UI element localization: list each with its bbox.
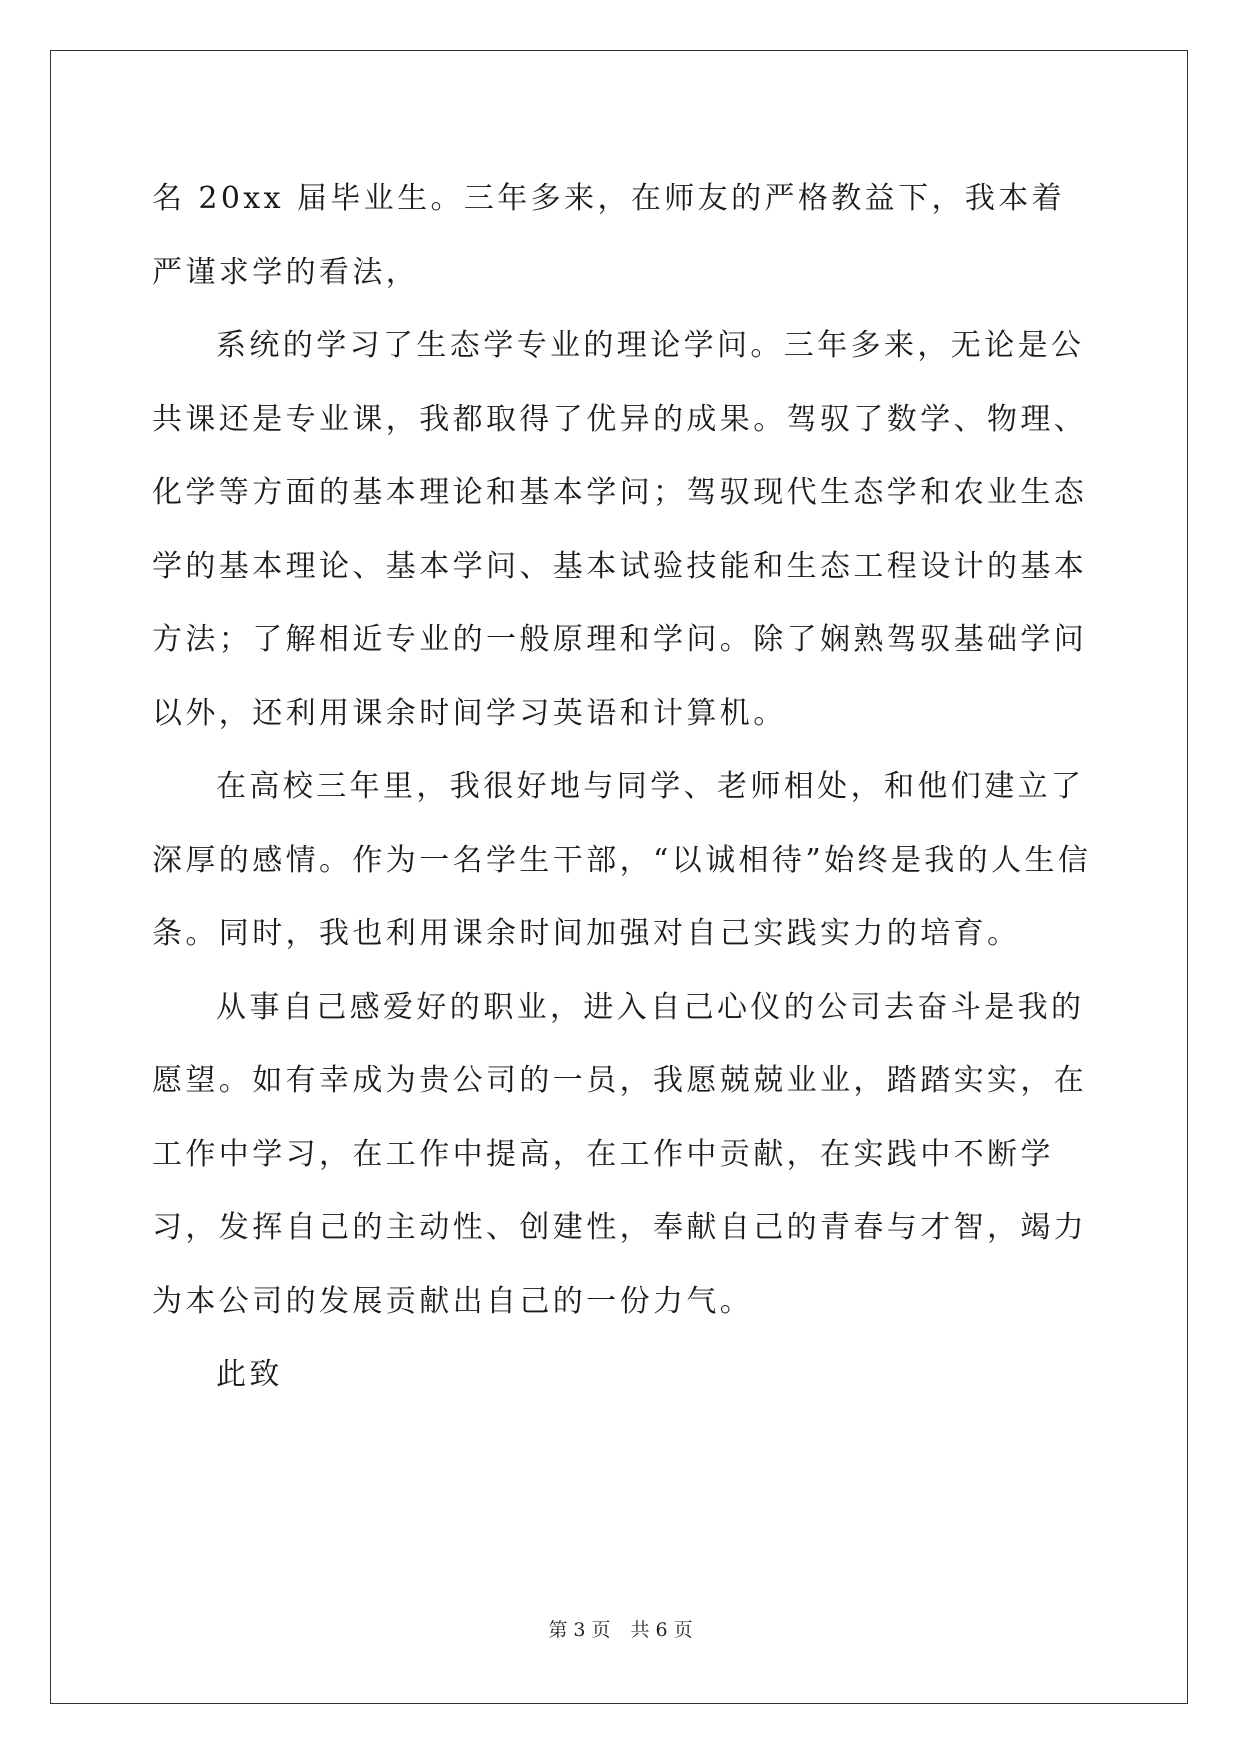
paragraph-3: 在高校三年里，我很好地与同学、老师相处，和他们建立了深厚的感情。作为一名学生干部，“以诚相待”始终是我的人生信条。同时，我也利用课余时间加强对自己实践实力的培育。 <box>152 769 1092 951</box>
page-footer <box>0 1618 1241 1642</box>
closing-salutation: 此致 <box>216 1357 283 1392</box>
paragraph-2: 系统的学习了生态学专业的理论学问。三年多来，无论是公共课还是专业课，我都取得了优异的成果。驾驭了数学、物理、化学等方面的基本理论和基本学问；驾驭现代生态学和农业生态学的基本理论、基本学问、基本试验技能和生态工程设计的基本方法；了解相近专业的一般原理和学问。除了娴熟驾驭基础学问以外，还利用课余时间学习英语和计算机。 <box>152 328 1088 731</box>
page-number: 第 3 页 <box>548 1619 611 1641</box>
document-body <box>152 162 1092 1412</box>
paragraph-4: 从事自己感爱好的职业，进入自己心仪的公司去奋斗是我的愿望。如有幸成为贵公司的一员，我愿兢兢业业，踏踏实实，在工作中学习，在工作中提高，在工作中贡献，在实践中不断学习，发挥自己的主动性、创建性，奉献自己的青春与才智，竭力为本公司的发展贡献出自己的一份力气。 <box>152 989 1088 1319</box>
page-total: 共 6 页 <box>630 1619 693 1641</box>
paragraph-1: 名 20xx 届毕业生。三年多来，在师友的严格教益下，我本着严谨求学的看法， <box>152 181 1066 290</box>
